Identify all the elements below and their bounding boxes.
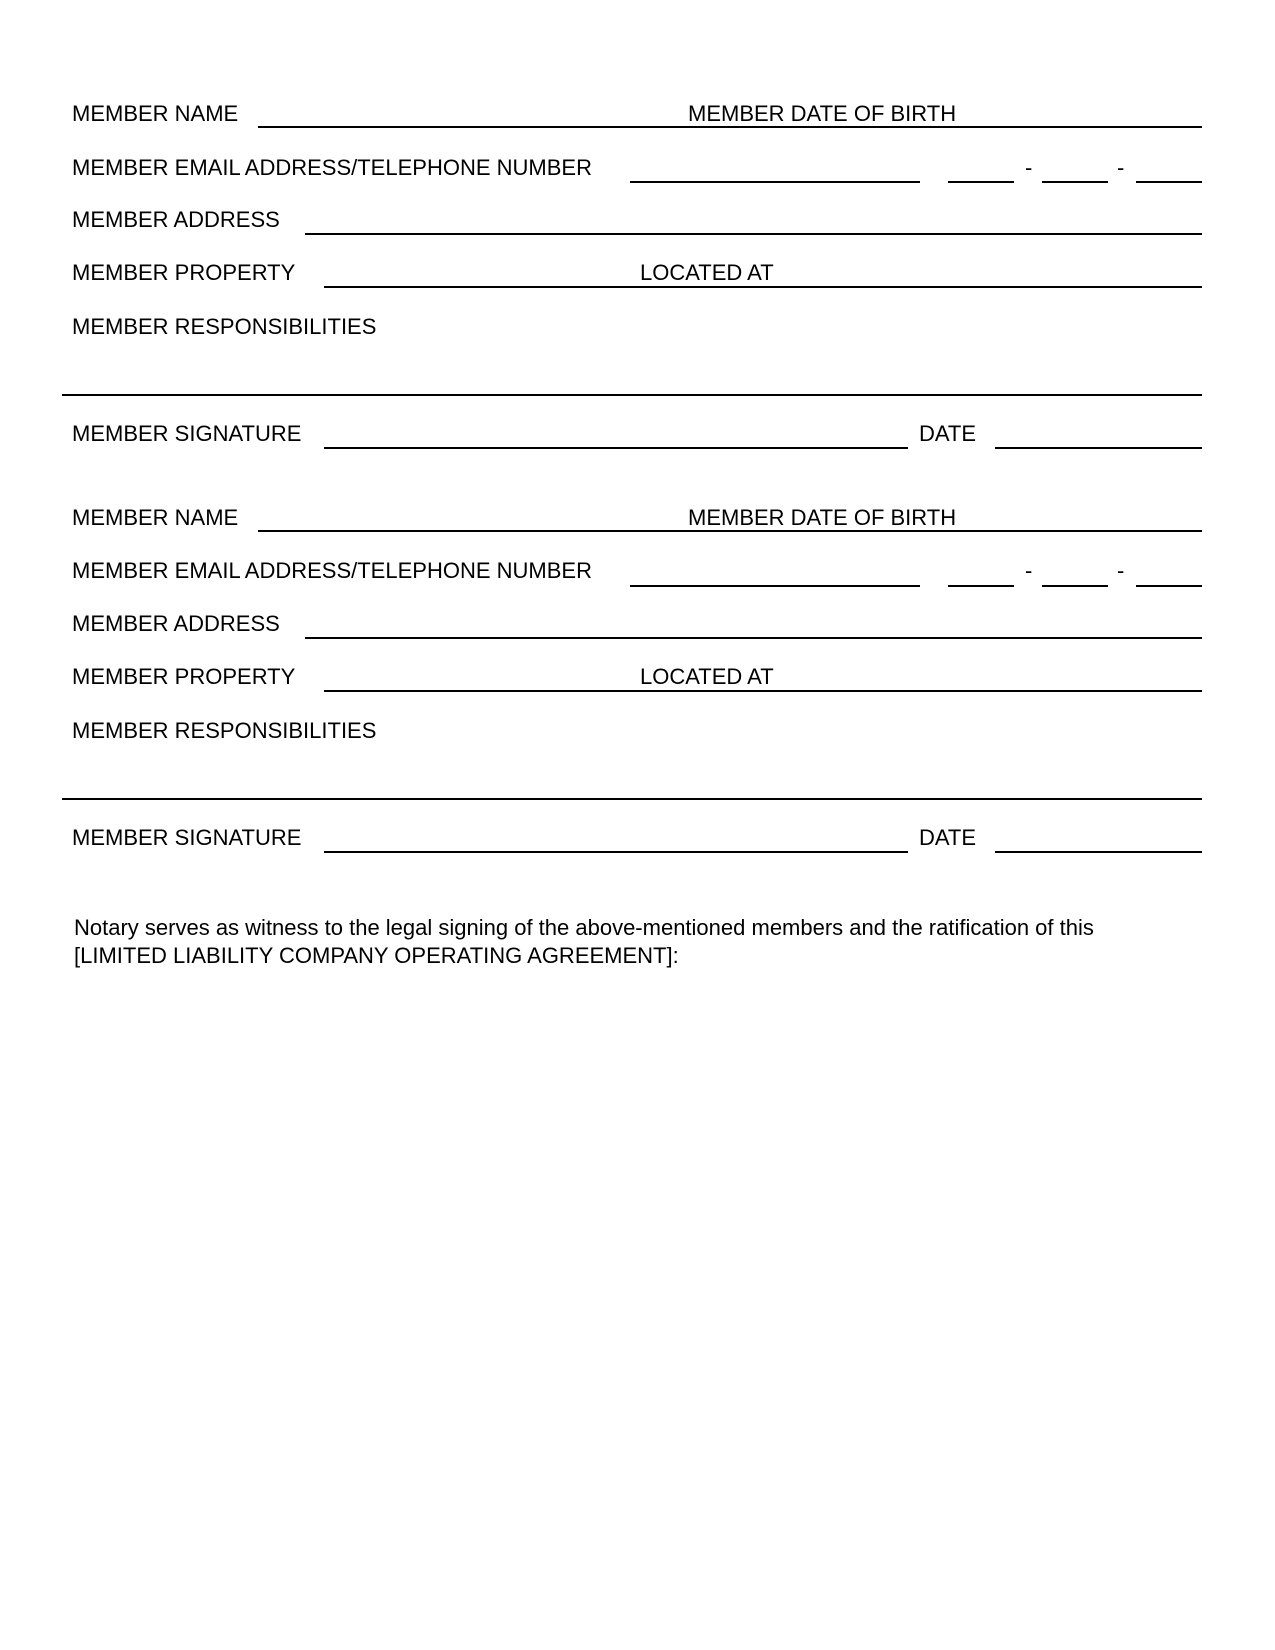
located-at-label: LOCATED AT <box>640 664 774 689</box>
date-label: DATE <box>919 421 977 446</box>
member-signature-label: MEMBER SIGNATURE <box>72 825 302 850</box>
notary-statement <box>74 914 1194 970</box>
member-property-label: MEMBER PROPERTY <box>72 260 296 285</box>
member-responsibilities-label: MEMBER RESPONSIBILITIES <box>72 718 377 743</box>
member-address-label: MEMBER ADDRESS <box>72 207 280 232</box>
phone-separator: - <box>1117 558 1125 583</box>
member-address-label: MEMBER ADDRESS <box>72 611 280 636</box>
member-dob-label: MEMBER DATE OF BIRTH <box>688 505 957 530</box>
member-name-field[interactable] <box>258 126 1202 128</box>
member-signature-label: MEMBER SIGNATURE <box>72 421 302 446</box>
phone-part-3-field[interactable] <box>1136 181 1202 183</box>
member-contact-label: MEMBER EMAIL ADDRESS/TELEPHONE NUMBER <box>72 558 592 583</box>
member-name-label: MEMBER NAME <box>72 505 239 530</box>
member-responsibilities-label: MEMBER RESPONSIBILITIES <box>72 314 377 339</box>
member-address-field[interactable] <box>305 637 1202 639</box>
date-label: DATE <box>919 825 977 850</box>
located-at-label: LOCATED AT <box>640 260 774 285</box>
member-property-field[interactable] <box>324 286 1202 288</box>
phone-separator: - <box>1025 155 1033 180</box>
member-property-label: MEMBER PROPERTY <box>72 664 296 689</box>
member-property-field[interactable] <box>324 690 1202 692</box>
date-field[interactable] <box>995 851 1202 853</box>
member-dob-label: MEMBER DATE OF BIRTH <box>688 101 957 126</box>
phone-part-1-field[interactable] <box>948 585 1014 587</box>
member-responsibilities-field[interactable] <box>62 798 1202 800</box>
phone-part-1-field[interactable] <box>948 181 1014 183</box>
phone-part-3-field[interactable] <box>1136 585 1202 587</box>
member-email-field[interactable] <box>630 585 920 587</box>
member-address-field[interactable] <box>305 233 1202 235</box>
member-email-field[interactable] <box>630 181 920 183</box>
notary-line-1: Notary serves as witness to the legal signing of the above-mentioned members and the ratification of this <box>74 915 1094 940</box>
phone-part-2-field[interactable] <box>1042 585 1108 587</box>
member-name-label: MEMBER NAME <box>72 101 239 126</box>
phone-part-2-field[interactable] <box>1042 181 1108 183</box>
member-name-field[interactable] <box>258 530 1202 532</box>
member-signature-field[interactable] <box>324 447 908 449</box>
date-field[interactable] <box>995 447 1202 449</box>
member-responsibilities-field[interactable] <box>62 394 1202 396</box>
member-contact-label: MEMBER EMAIL ADDRESS/TELEPHONE NUMBER <box>72 155 592 180</box>
notary-line-2: [LIMITED LIABILITY COMPANY OPERATING AGREEMENT]: <box>74 943 679 968</box>
phone-separator: - <box>1025 558 1033 583</box>
member-signature-field[interactable] <box>324 851 908 853</box>
phone-separator: - <box>1117 155 1125 180</box>
